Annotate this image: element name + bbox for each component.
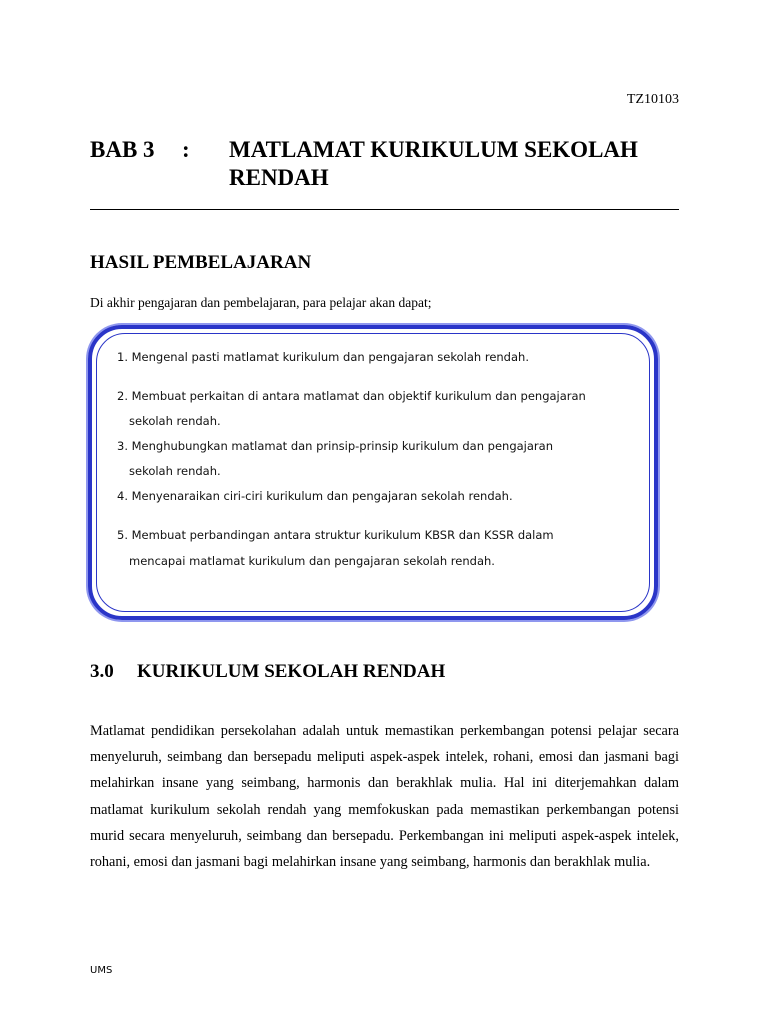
section-title: KURIKULUM SEKOLAH RENDAH — [137, 661, 446, 682]
footer-label: UMS — [90, 965, 113, 976]
outcome-item-4: 4. Menyenaraikan ciri-ciri kurikulum dan pengajaran sekolah rendah. — [117, 489, 513, 503]
outcome-item-3: 3. Menghubungkan matlamat dan prinsip-prinsip kurikulum dan pengajaran — [117, 439, 553, 453]
chapter-label: BAB 3 — [90, 137, 155, 162]
outcome-item-3-continuation: sekolah rendah. — [129, 464, 221, 478]
section-heading — [90, 661, 445, 683]
outcome-item-2: 2. Membuat perkaitan di antara matlamat dan objektif kurikulum dan pengajaran — [117, 389, 586, 403]
learning-outcomes-heading: HASIL PEMBELAJARAN — [90, 252, 312, 273]
section-number: 3.0 — [90, 661, 114, 682]
heading-divider — [90, 209, 679, 210]
section-paragraph: Matlamat pendidikan persekolahan adalah untuk memastikan perkembangan potensi pelajar secara menyeluruh, seimbang dan bersepadu meliputi aspek-aspek intelek, rohani, emosi dan jasmani bagi melahirkan insane yang seimbang, harmonis dan berakhlak mulia. Hal ini diterjemahkan dalam matlamat kurikulum sekolah rendah yang memfokuskan pada memastikan perkembangan potensi murid secara menyeluruh, seimbang dan bersepadu. Perkembangan ini meliputi aspek-aspek intelek, rohani, emosi dan jasmani bagi melahirkan insane yang seimbang, harmonis dan berakhlak mulia. — [90, 723, 679, 871]
document-code: TZ10103 — [626, 92, 679, 107]
chapter-separator: : — [182, 137, 190, 162]
learning-outcomes-intro: Di akhir pengajaran dan pembelajaran, para pelajar akan dapat; — [90, 295, 432, 310]
chapter-title: MATLAMAT KURIKULUM SEKOLAH RENDAH — [229, 137, 638, 190]
outcome-item-5: 5. Membuat perbandingan antara struktur kurikulum KBSR dan KSSR dalam — [117, 528, 554, 542]
outcome-item-2-continuation: sekolah rendah. — [129, 414, 221, 428]
outcome-item-1: 1. Mengenal pasti matlamat kurikulum dan pengajaran sekolah rendah. — [117, 350, 529, 364]
outcome-item-5-continuation: mencapai matlamat kurikulum dan pengajaran sekolah rendah. — [129, 554, 495, 568]
